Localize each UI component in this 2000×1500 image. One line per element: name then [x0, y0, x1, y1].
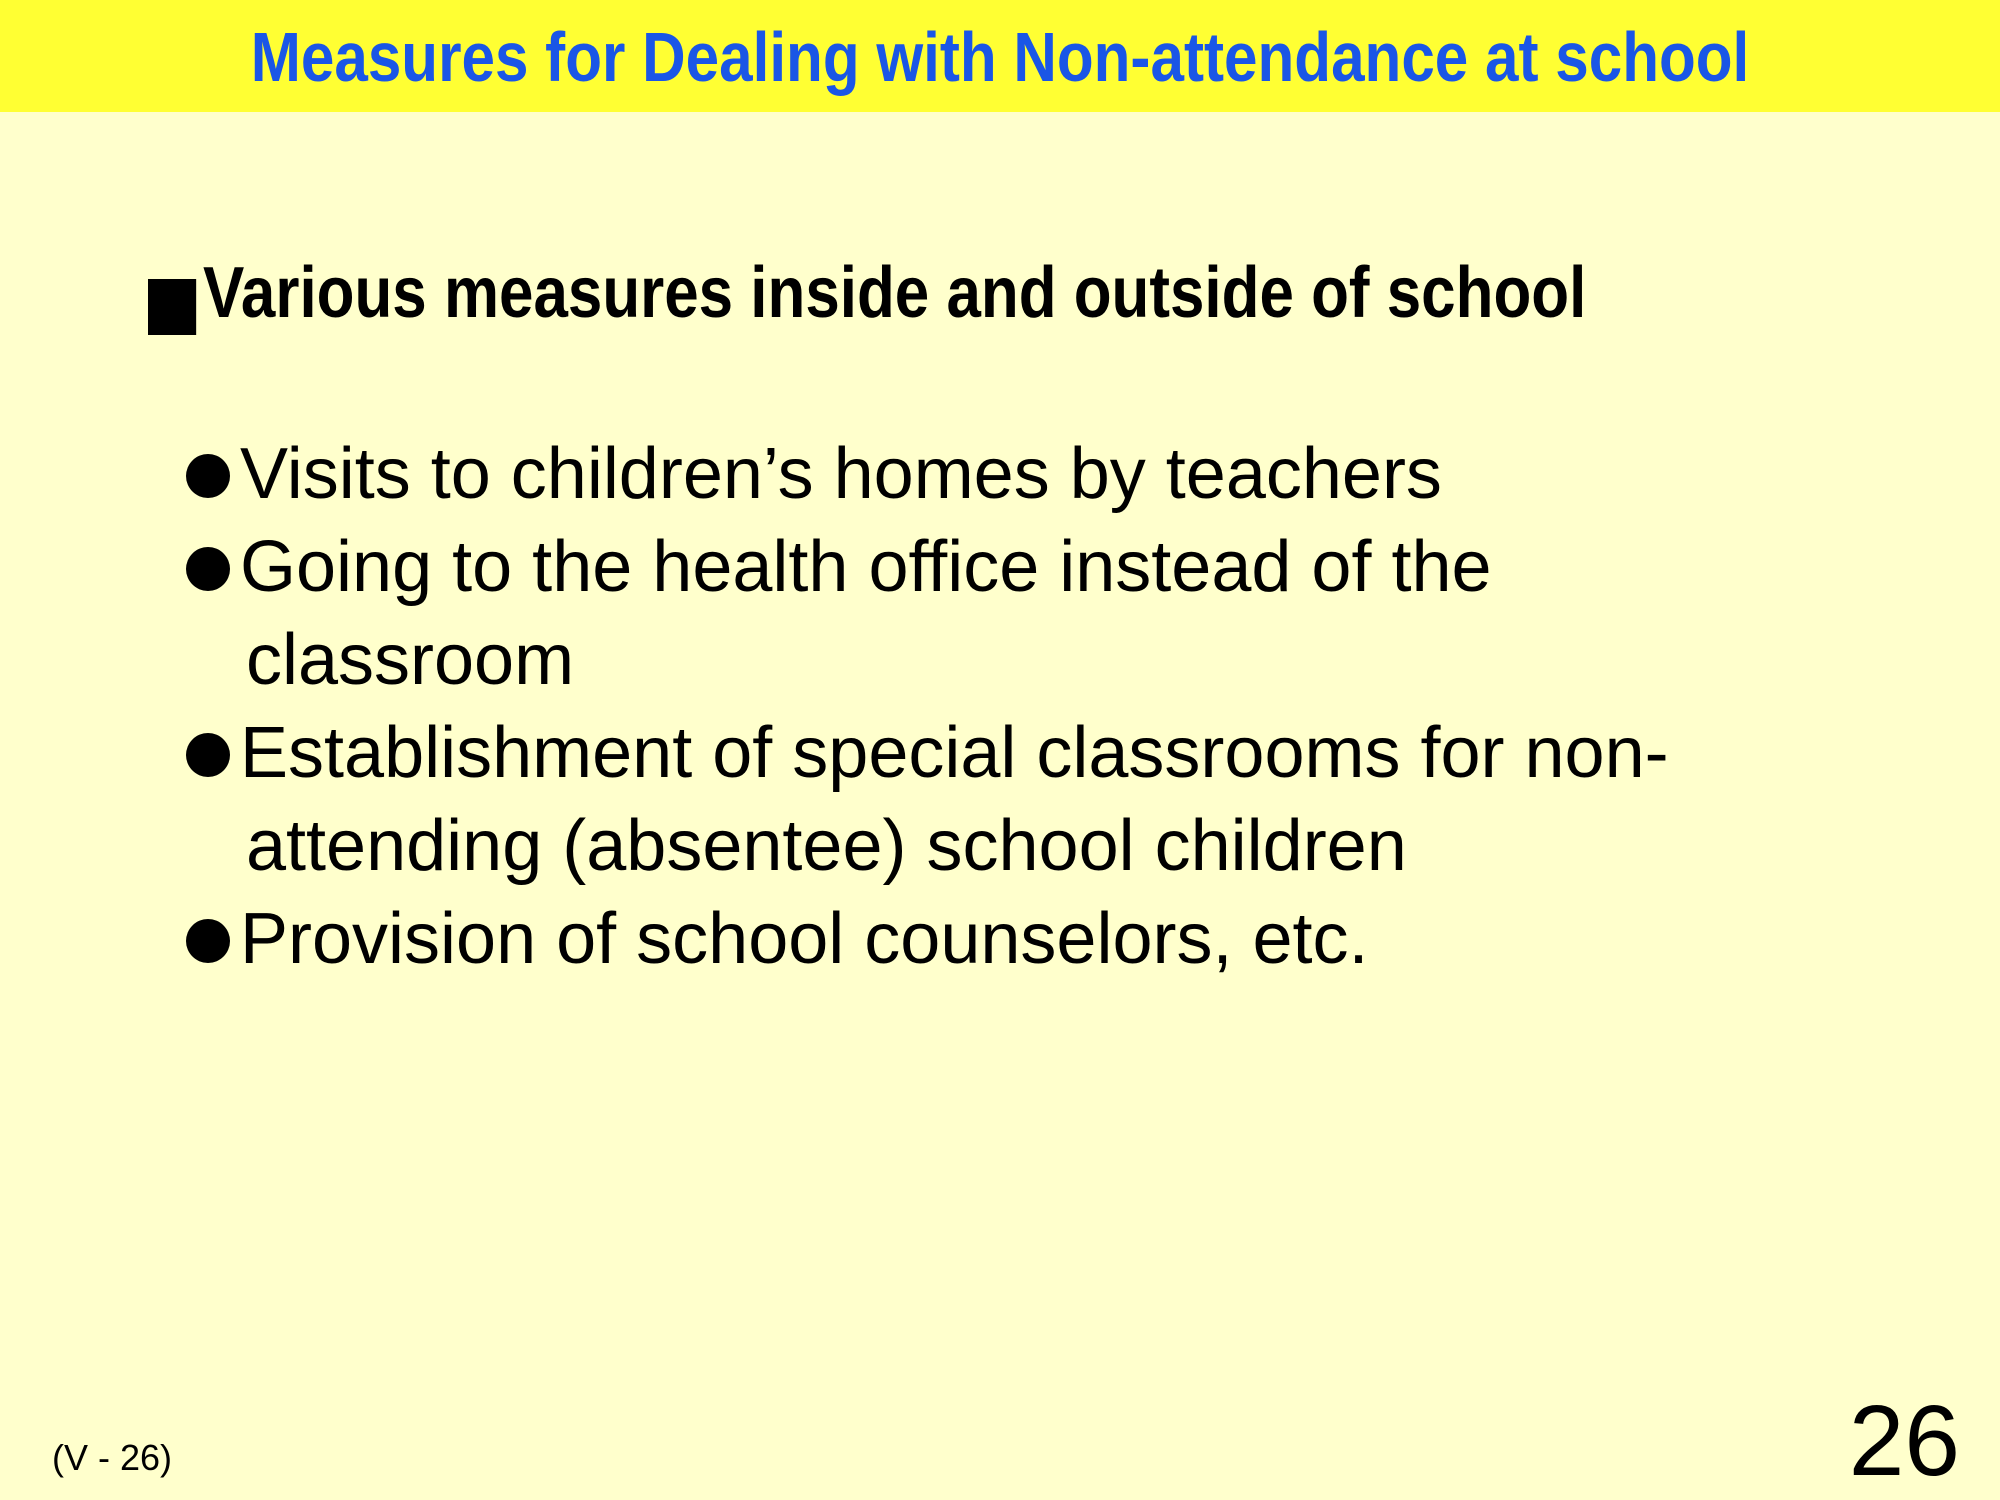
black-circle-bullet-icon	[186, 919, 230, 963]
section-heading	[148, 248, 1586, 338]
list-item	[184, 428, 1884, 521]
list-item	[184, 707, 1884, 893]
black-circle-bullet-icon	[186, 547, 230, 591]
page-number: 26	[1848, 1385, 1960, 1497]
slide-code: (V - 26)	[52, 1437, 173, 1478]
black-circle-bullet-icon	[186, 733, 230, 777]
list-item-text: Provision of school counselors, etc.	[240, 899, 1369, 979]
list-item	[184, 521, 1884, 707]
black-circle-bullet-icon	[186, 454, 230, 498]
list-item-text: Establishment of special classrooms for non-	[240, 713, 1669, 793]
bullet-list	[184, 428, 1884, 986]
list-item-text: Going to the health office instead of the	[240, 527, 1492, 607]
title-bar	[0, 0, 2000, 112]
slide-title: Measures for Dealing with Non-attendance at school	[250, 18, 1750, 96]
black-square-icon	[148, 279, 196, 335]
list-item-text-continued: classroom	[246, 620, 575, 700]
list-item-text: Visits to children’s homes by teachers	[240, 434, 1442, 514]
list-item-text-continued: attending (absentee) school children	[246, 806, 1407, 886]
list-item	[184, 893, 1884, 986]
section-heading-text: Various measures inside and outside of school	[203, 253, 1587, 333]
